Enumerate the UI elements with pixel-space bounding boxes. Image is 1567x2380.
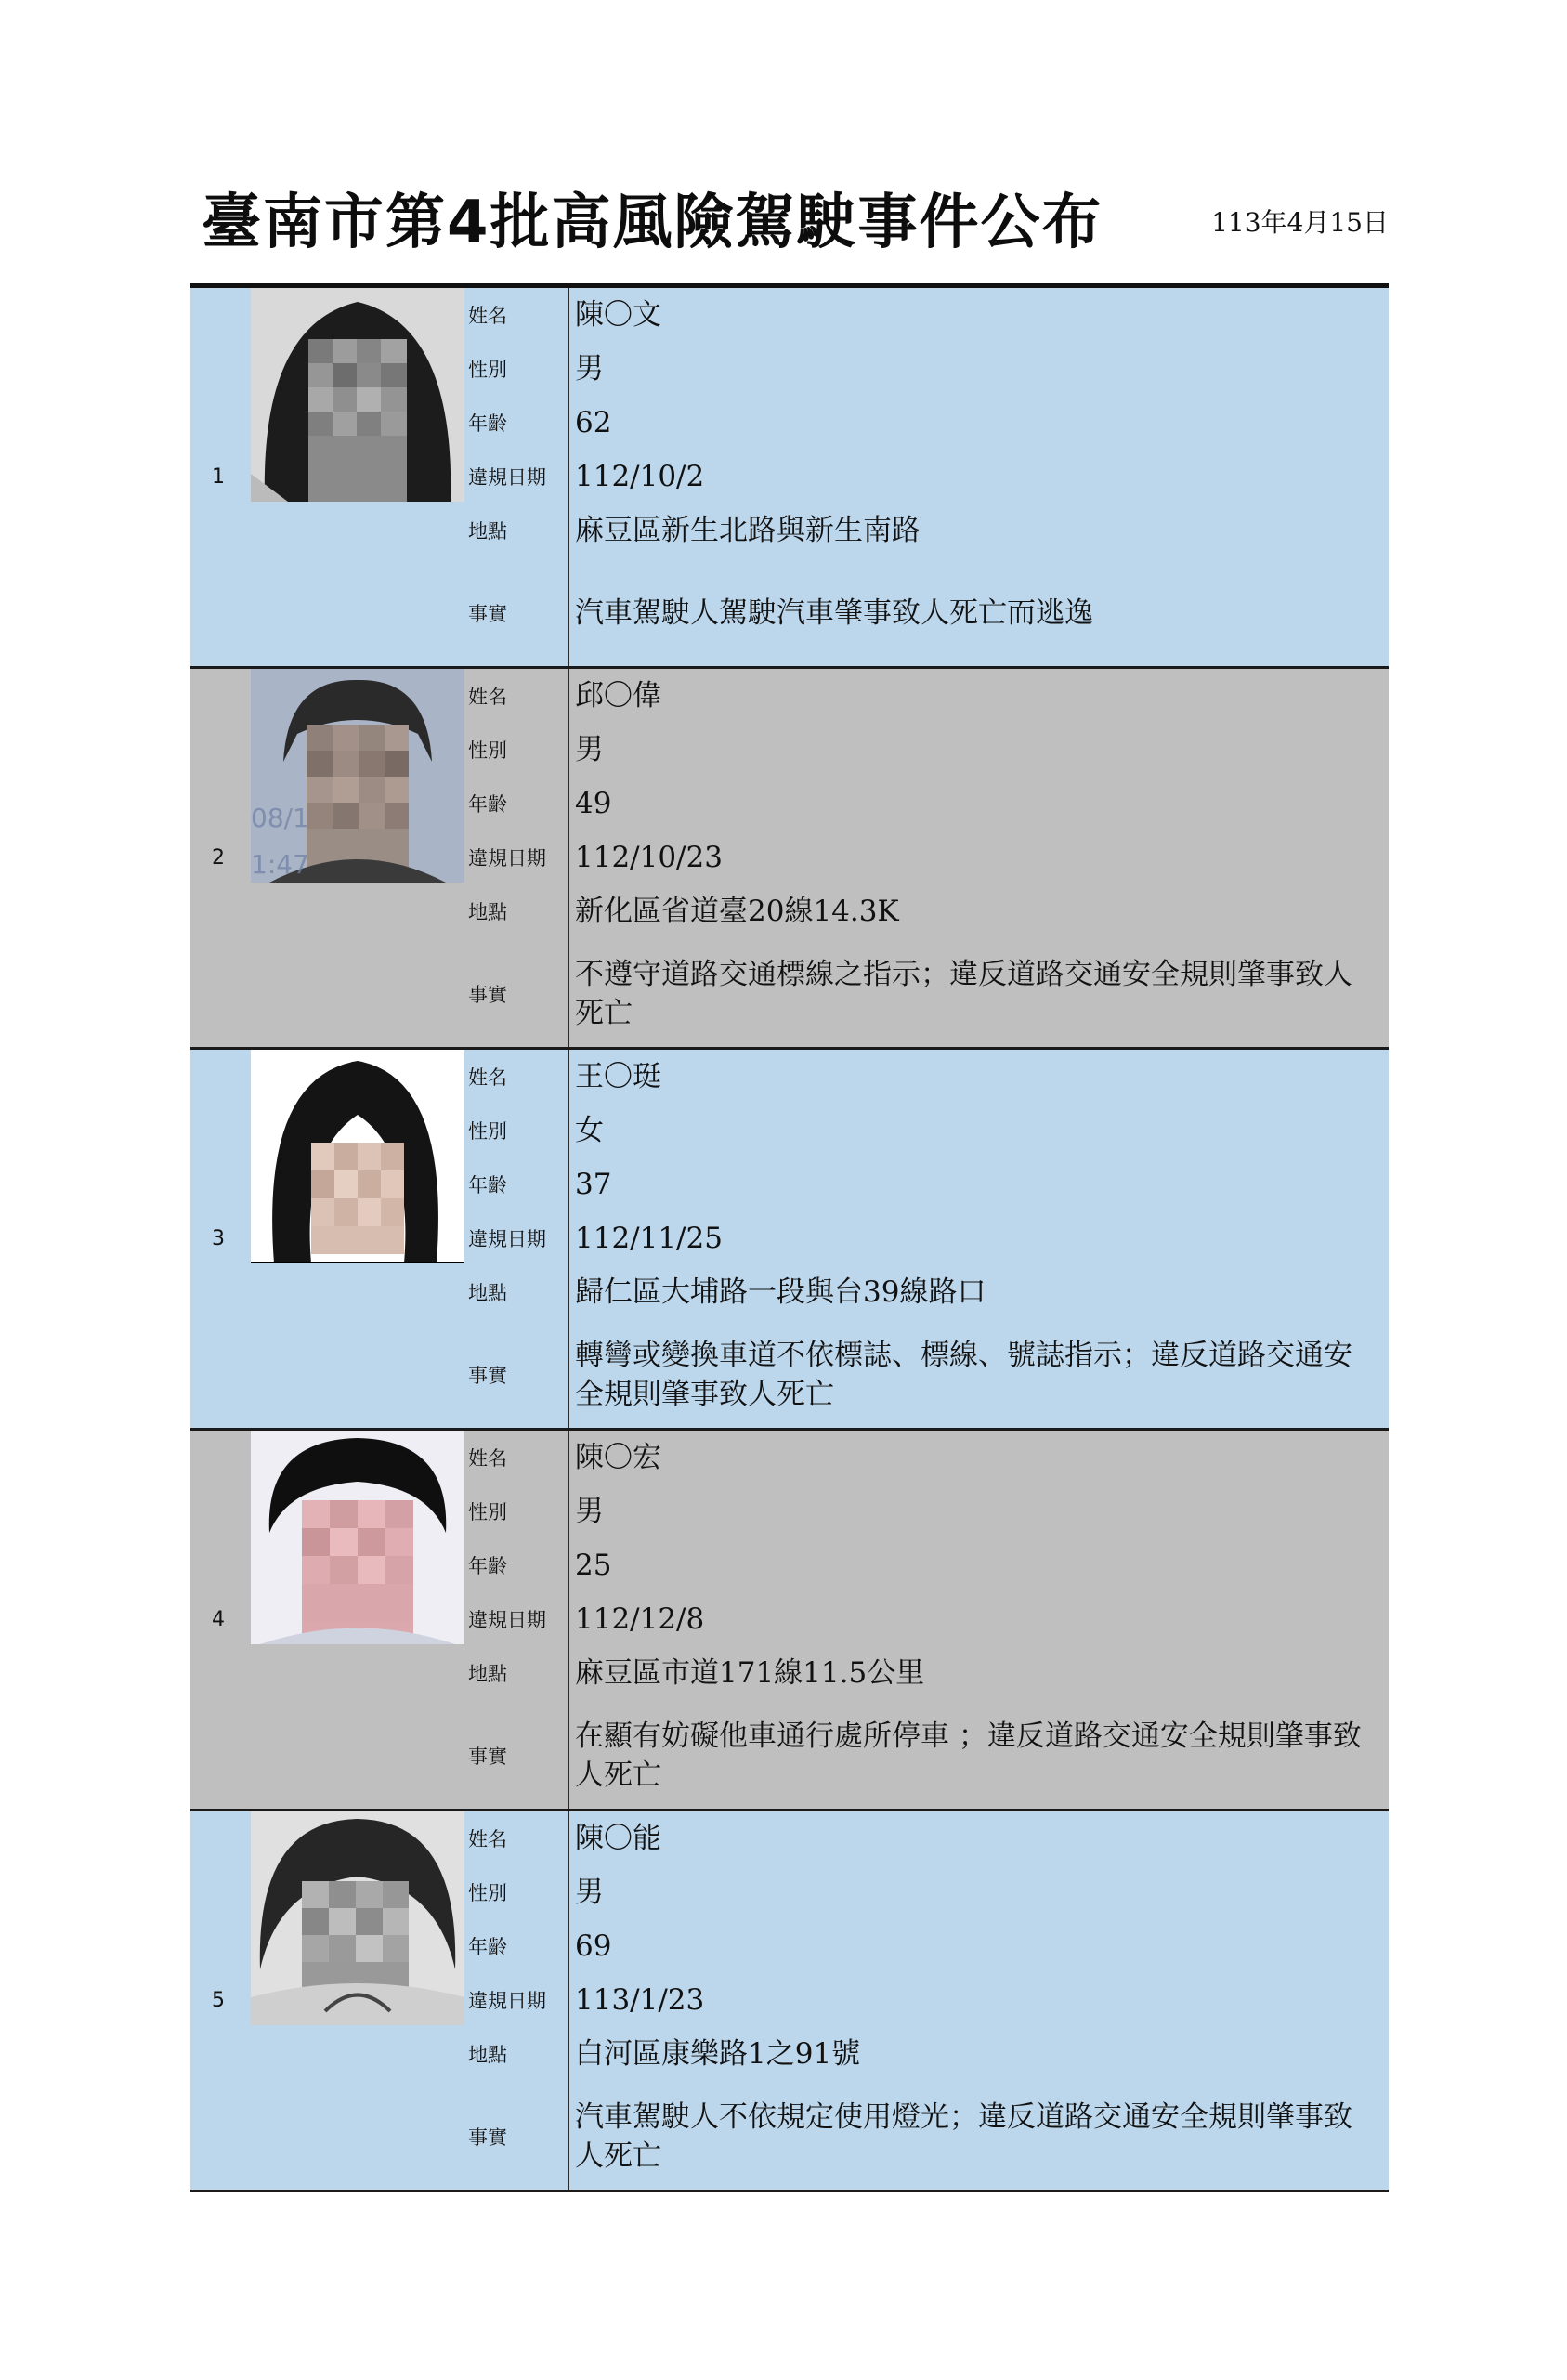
field-labels: [465, 669, 568, 1047]
value-age: 69: [575, 1929, 612, 1963]
page-title: 臺南市第4批高風險駕駛事件公布: [202, 189, 1103, 257]
publish-date: 113年4月15日: [1211, 207, 1389, 238]
value-violation-date: 113/1/23: [575, 1983, 705, 2017]
photo-cell: [246, 1811, 465, 2190]
value-facts: 不遵守道路交通標線之指示；違反道路交通安全規則肇事致人死亡: [575, 958, 1352, 1030]
photo-cell: [246, 669, 465, 1047]
value-gender: 女: [575, 1114, 604, 1147]
field-values: [568, 1431, 1389, 1809]
value-facts: 在顯有妨礙他車通行處所停車 ；違反道路交通安全規則肇事致人死亡: [575, 1720, 1362, 1792]
value-violation-date: 112/12/8: [575, 1602, 705, 1636]
label-name: 姓名: [468, 1828, 507, 1850]
person-photo: [251, 1050, 464, 1263]
label-age: 年齡: [468, 793, 507, 816]
label-location: 地點: [468, 901, 507, 923]
person-photo: [251, 1431, 464, 1644]
label-gender: 性別: [468, 359, 507, 381]
record-row: [190, 1431, 1389, 1811]
records-table: [190, 288, 1389, 2192]
record-row: [190, 1050, 1389, 1431]
value-name: 陳〇宏: [575, 1441, 661, 1474]
label-gender: 性別: [468, 1501, 507, 1523]
field-values: [568, 1811, 1389, 2190]
label-age: 年齡: [468, 412, 507, 435]
value-location: 歸仁區大埔路一段與台39線路口: [575, 1275, 986, 1309]
label-facts: 事實: [468, 984, 507, 1006]
value-facts: 汽車駕駛人不依規定使用燈光；違反道路交通安全規則肇事致人死亡: [575, 2100, 1352, 2173]
label-name: 姓名: [468, 305, 507, 327]
field-values: [568, 288, 1389, 666]
record-row: [190, 288, 1389, 669]
person-photo: [251, 288, 464, 502]
record-index: 1: [212, 465, 225, 489]
label-location: 地點: [468, 520, 507, 543]
label-age: 年齡: [468, 1174, 507, 1197]
label-violation-date: 違規日期: [468, 466, 546, 489]
photo-cell: [246, 1050, 465, 1428]
label-gender: 性別: [468, 1882, 507, 1904]
value-age: 62: [575, 406, 612, 439]
label-violation-date: 違規日期: [468, 1990, 546, 2012]
value-name: 王〇珽: [575, 1060, 661, 1093]
value-age: 37: [575, 1168, 612, 1201]
value-gender: 男: [575, 1495, 604, 1528]
label-age: 年齡: [468, 1936, 507, 1958]
record-index: 5: [212, 1989, 225, 2012]
person-photo: [251, 1811, 464, 2025]
value-age: 49: [575, 787, 612, 820]
value-violation-date: 112/11/25: [575, 1222, 723, 1255]
value-violation-date: 112/10/23: [575, 841, 723, 874]
label-gender: 性別: [468, 739, 507, 762]
photo-cell: [246, 1431, 465, 1809]
label-facts: 事實: [468, 1365, 507, 1387]
label-facts: 事實: [468, 2126, 507, 2149]
label-facts: 事實: [468, 603, 507, 625]
value-name: 陳〇能: [575, 1822, 661, 1855]
record-index: 3: [212, 1227, 225, 1250]
label-violation-date: 違規日期: [468, 1609, 546, 1631]
field-values: [568, 1050, 1389, 1428]
field-labels: [465, 288, 568, 666]
value-gender: 男: [575, 352, 604, 386]
field-values: [568, 669, 1389, 1047]
value-gender: 男: [575, 733, 604, 766]
value-location: 麻豆區市道171線11.5公里: [575, 1656, 925, 1690]
person-photo: [251, 669, 464, 883]
value-location: 新化區省道臺20線14.3K: [575, 895, 899, 928]
label-name: 姓名: [468, 686, 507, 708]
value-violation-date: 112/10/2: [575, 460, 705, 493]
svg-text:08/1: 08/1: [251, 803, 309, 833]
label-gender: 性別: [468, 1120, 507, 1143]
record-row: [190, 669, 1389, 1050]
value-gender: 男: [575, 1876, 604, 1909]
field-labels: [465, 1431, 568, 1809]
photo-cell: [246, 288, 465, 666]
value-facts: 轉彎或變換車道不依標誌、標線、號誌指示；違反道路交通安全規則肇事致人死亡: [575, 1339, 1352, 1411]
record-index: 4: [212, 1608, 225, 1631]
label-location: 地點: [468, 1282, 507, 1304]
page-header: [190, 186, 1389, 283]
value-facts: 汽車駕駛人駕駛汽車肇事致人死亡而逃逸: [575, 596, 1093, 630]
record-row: [190, 1811, 1389, 2192]
label-location: 地點: [468, 1663, 507, 1685]
label-age: 年齡: [468, 1555, 507, 1577]
label-violation-date: 違規日期: [468, 1228, 546, 1250]
label-location: 地點: [468, 2044, 507, 2066]
label-facts: 事實: [468, 1746, 507, 1768]
record-index: 2: [212, 846, 225, 870]
value-name: 邱〇偉: [575, 679, 661, 713]
field-labels: [465, 1811, 568, 2190]
value-location: 白河區康樂路1之91號: [575, 2037, 861, 2071]
label-name: 姓名: [468, 1447, 507, 1470]
value-age: 25: [575, 1549, 612, 1582]
value-location: 麻豆區新生北路與新生南路: [575, 514, 921, 547]
svg-text:1:47: 1:47: [251, 849, 309, 880]
value-name: 陳〇文: [575, 298, 661, 332]
label-name: 姓名: [468, 1066, 507, 1089]
label-violation-date: 違規日期: [468, 847, 546, 870]
field-labels: [465, 1050, 568, 1428]
